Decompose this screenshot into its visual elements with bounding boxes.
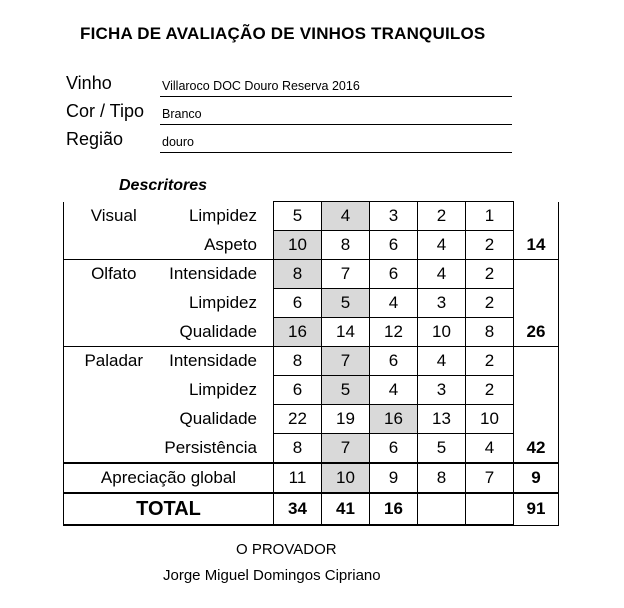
score-cell: 19 xyxy=(322,405,370,434)
evaluation-table xyxy=(63,201,559,526)
field-line-regiao xyxy=(160,152,512,153)
field-label-vinho: Vinho xyxy=(66,73,112,93)
descriptor-label: Limpidez xyxy=(188,293,257,312)
field-value-cor-tipo: Branco xyxy=(162,107,202,121)
score-cell: 2 xyxy=(466,260,514,289)
section-total: 14 xyxy=(514,231,559,260)
descriptor-label: Qualidade xyxy=(179,409,257,428)
total-column-value xyxy=(418,493,466,525)
section-total-empty xyxy=(514,289,559,318)
section-total-empty xyxy=(514,347,559,376)
total-column-value: 41 xyxy=(322,493,370,525)
score-cell-selected: 16 xyxy=(274,318,322,347)
total-column-value xyxy=(466,493,514,525)
score-cell-selected: 16 xyxy=(370,405,418,434)
score-cell: 6 xyxy=(370,347,418,376)
section-total: 42 xyxy=(514,434,559,464)
total-column-value: 34 xyxy=(274,493,322,525)
provador-label: O PROVADOR xyxy=(236,541,337,558)
field-label-cor-tipo: Cor / Tipo xyxy=(66,101,145,121)
table-row-total xyxy=(64,493,559,525)
field-line-vinho xyxy=(160,96,512,97)
descritores-heading: Descritores xyxy=(119,177,208,194)
score-cell: 7 xyxy=(322,260,370,289)
score-cell: 13 xyxy=(418,405,466,434)
section-total-empty xyxy=(514,260,559,289)
descriptor-label: Qualidade xyxy=(179,321,257,341)
score-cell: 6 xyxy=(370,231,418,260)
category-label: Olfato xyxy=(64,260,164,347)
descriptor-label: Limpidez xyxy=(188,380,257,399)
form-title: FICHA DE AVALIAÇÃO DE VINHOS TRANQUILOS xyxy=(80,24,486,43)
global-total: 9 xyxy=(514,463,559,493)
table-row-global xyxy=(64,463,559,493)
section-total: 26 xyxy=(514,318,559,347)
score-cell: 8 xyxy=(322,231,370,260)
score-cell-selected: 10 xyxy=(322,463,370,493)
score-cell: 8 xyxy=(274,434,322,464)
field-line-cor-tipo xyxy=(160,124,512,125)
score-cell: 4 xyxy=(418,347,466,376)
score-cell: 1 xyxy=(466,202,514,231)
score-cell: 10 xyxy=(466,405,514,434)
score-cell: 4 xyxy=(370,289,418,318)
score-cell: 2 xyxy=(418,202,466,231)
score-cell-selected: 5 xyxy=(322,289,370,318)
table-row xyxy=(64,260,559,289)
score-cell: 12 xyxy=(370,318,418,347)
score-cell-selected: 7 xyxy=(322,347,370,376)
score-cell-selected: 8 xyxy=(274,260,322,289)
score-cell-selected: 7 xyxy=(322,434,370,464)
score-cell: 2 xyxy=(466,347,514,376)
category-label: Visual xyxy=(64,202,164,260)
score-cell: 3 xyxy=(370,202,418,231)
field-value-vinho: Villaroco DOC Douro Reserva 2016 xyxy=(162,79,360,93)
score-cell: 3 xyxy=(418,289,466,318)
section-total-empty xyxy=(514,376,559,405)
score-cell: 2 xyxy=(466,231,514,260)
score-cell: 8 xyxy=(274,347,322,376)
table-row xyxy=(64,347,559,376)
score-cell: 6 xyxy=(274,376,322,405)
score-cell: 11 xyxy=(274,463,322,493)
score-cell-selected: 4 xyxy=(322,202,370,231)
field-label-regiao: Região xyxy=(66,129,124,149)
total-column-value: 16 xyxy=(370,493,418,525)
score-cell: 4 xyxy=(370,376,418,405)
score-cell: 9 xyxy=(370,463,418,493)
score-cell: 22 xyxy=(274,405,322,434)
score-cell: 2 xyxy=(466,289,514,318)
score-cell: 8 xyxy=(418,463,466,493)
provador-name: Jorge Miguel Domingos Cipriano xyxy=(163,567,381,584)
score-cell: 4 xyxy=(418,260,466,289)
table-row xyxy=(64,202,559,231)
score-cell: 6 xyxy=(370,434,418,464)
field-value-regiao: douro xyxy=(162,135,194,149)
score-cell: 5 xyxy=(418,434,466,464)
score-cell: 2 xyxy=(466,376,514,405)
score-cell-selected: 5 xyxy=(322,376,370,405)
score-cell: 8 xyxy=(466,318,514,347)
score-cell: 4 xyxy=(466,434,514,464)
descriptor-label: Intensidade xyxy=(164,260,274,289)
score-cell-selected: 10 xyxy=(274,231,322,260)
descriptor-label: Limpidez xyxy=(188,206,257,225)
global-label: Apreciação global xyxy=(64,463,274,493)
score-cell: 7 xyxy=(466,463,514,493)
descriptor-label: Intensidade xyxy=(164,347,274,376)
descriptor-label: Persistência xyxy=(164,437,257,457)
section-total-empty xyxy=(514,202,559,231)
score-cell: 10 xyxy=(418,318,466,347)
category-label: Paladar xyxy=(64,347,164,464)
score-cell: 4 xyxy=(418,231,466,260)
score-cell: 3 xyxy=(418,376,466,405)
score-cell: 6 xyxy=(274,289,322,318)
section-total-empty xyxy=(514,405,559,434)
descriptor-label: Aspeto xyxy=(204,234,257,254)
grand-total: 91 xyxy=(514,493,559,525)
total-label: TOTAL xyxy=(64,493,274,525)
score-cell: 14 xyxy=(322,318,370,347)
score-cell: 6 xyxy=(370,260,418,289)
score-cell: 5 xyxy=(274,202,322,231)
